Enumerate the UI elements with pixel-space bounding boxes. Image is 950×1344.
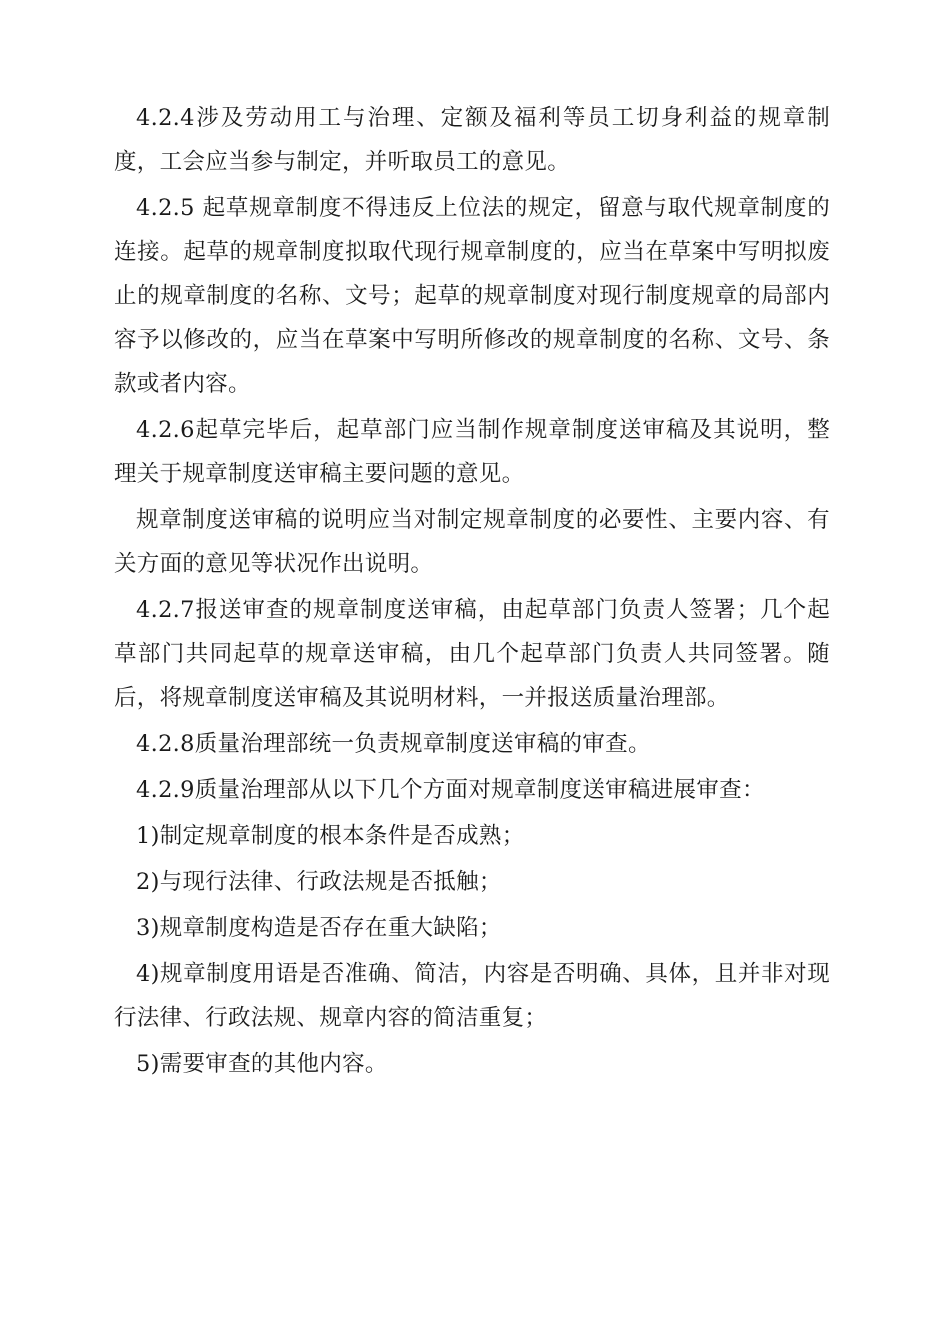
paragraph-4-2-5: 4.2.5 起草规章制度不得违反上位法的规定，留意与取代规章制度的连接。起草的规章制度拟取代现行规章制度的，应当在草案中写明拟废止的规章制度的名称、文号；起草的规章制度对现行制度规章的局部内容予以修改的，应当在草案中写明所修改的规章制度的名称、文号、条款或者内容。 — [114, 195, 830, 397]
list-item-4: 4)规章制度用语是否准确、简洁，内容是否明确、具体，且并非对现行法律、行政法规、规章内容的简洁重复； — [114, 961, 830, 1031]
paragraph-4-2-6: 4.2.6起草完毕后，起草部门应当制作规章制度送审稿及其说明，整理关于规章制度送审稿主要问题的意见。 — [114, 417, 830, 487]
list-item-5: 5)需要审查的其他内容。 — [136, 1051, 388, 1077]
paragraph-4-2-9: 4.2.9质量治理部从以下几个方面对规章制度送审稿进展审查： — [136, 777, 765, 803]
paragraph-4-2-4: 4.2.4涉及劳动用工与治理、定额及福利等员工切身利益的规章制度，工会应当参与制定，并听取员工的意见。 — [114, 105, 830, 175]
paragraph-draft-explanation: 规章制度送审稿的说明应当对制定规章制度的必要性、主要内容、有关方面的意见等状况作出说明。 — [114, 507, 830, 577]
paragraph-4-2-8: 4.2.8质量治理部统一负责规章制度送审稿的审查。 — [136, 731, 651, 757]
paragraph-4-2-7: 4.2.7报送审查的规章制度送审稿，由起草部门负责人签署；几个起草部门共同起草的规章送审稿，由几个起草部门负责人共同签署。随后，将规章制度送审稿及其说明材料，一并报送质量治理部。 — [114, 597, 830, 711]
list-item-1: 1)制定规章制度的根本条件是否成熟； — [136, 823, 525, 849]
list-item-3: 3)规章制度构造是否存在重大缺陷； — [136, 915, 502, 941]
list-item-2: 2)与现行法律、行政法规是否抵触； — [136, 869, 502, 895]
document-body — [114, 96, 830, 1088]
